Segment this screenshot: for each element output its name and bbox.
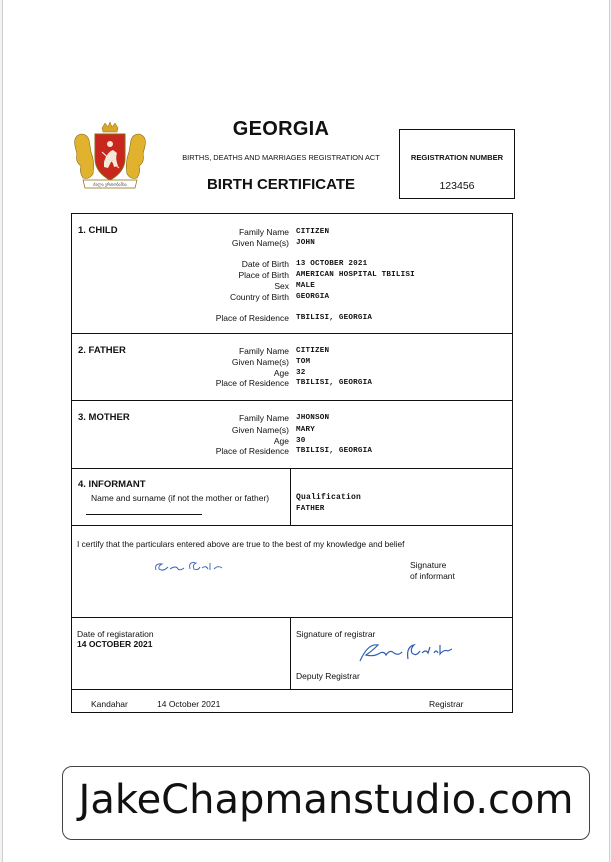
registration-date-value: 14 OCTOBER 2021 <box>77 639 153 649</box>
mother-family-name-label: Family Name <box>238 413 289 423</box>
footer-date: 14 October 2021 <box>157 699 221 709</box>
registrar-signature <box>356 639 456 665</box>
father-age-label: Age <box>273 368 289 378</box>
child-given-names-value: JOHN <box>296 239 316 247</box>
child-given-names-label: Given Name(s) <box>231 238 289 248</box>
certification-statement: I certify that the particulars entered above are true to the best of my knowledge and belief <box>77 539 405 549</box>
child-place-of-birth-label: Place of Birth <box>238 270 289 280</box>
registration-number-label: REGISTRATION NUMBER <box>410 153 504 162</box>
divider <box>72 400 512 401</box>
father-age-value: 32 <box>296 369 306 377</box>
coat-of-arms-emblem <box>69 122 151 192</box>
mother-family-name-value: JHONSON <box>296 414 330 422</box>
divider <box>290 617 291 689</box>
child-family-name-value: CITIZEN <box>296 228 330 236</box>
informant-qualification-label: Qualification <box>296 493 362 502</box>
child-sex-label: Sex <box>274 281 289 291</box>
child-dob-value: 13 OCTOBER 2021 <box>296 260 368 268</box>
divider <box>290 468 291 525</box>
father-residence-value: TBILISI, GEORGIA <box>296 379 373 387</box>
child-place-of-birth-value: AMERICAN HOSPITAL TBILISI <box>296 271 415 279</box>
father-residence-label: Place of Residence <box>215 378 289 388</box>
divider <box>72 468 512 469</box>
emblem-motto: ძალა ერთობაშია <box>93 182 127 187</box>
footer-place: Kandahar <box>91 699 128 709</box>
deputy-registrar-label: Deputy Registrar <box>296 671 360 681</box>
informant-qualification-value: FATHER <box>296 505 325 513</box>
child-country-of-birth-label: Country of Birth <box>229 292 289 302</box>
certificate-page <box>2 0 610 862</box>
child-dob-label: Date of Birth <box>241 259 289 269</box>
father-given-names-label: Given Name(s) <box>231 357 289 367</box>
informant-signature-label-line2: of informant <box>410 571 455 581</box>
registration-number-box <box>399 129 515 199</box>
informant-name-line <box>86 514 202 515</box>
informant-signature <box>152 557 224 577</box>
section-informant-heading: 4. INFORMANT <box>78 479 146 490</box>
mother-age-label: Age <box>273 436 289 446</box>
certificate-title: BIRTH CERTIFICATE <box>206 176 356 193</box>
divider <box>72 333 512 334</box>
father-family-name-value: CITIZEN <box>296 347 330 355</box>
registrar-signature-label: Signature of registrar <box>296 629 376 639</box>
child-country-of-birth-value: GEORGIA <box>296 293 330 301</box>
mother-residence-label: Place of Residence <box>215 446 289 456</box>
father-given-names-value: TOM <box>296 358 311 366</box>
section-child-heading: 1. CHILD <box>78 225 118 236</box>
certificate-details-table <box>71 213 513 713</box>
divider <box>72 525 512 526</box>
footer-role: Registrar <box>429 699 464 709</box>
watermark-text: JakeChapmanstudio.com <box>78 777 574 823</box>
country-title: GEORGIA <box>232 118 330 140</box>
informant-name-label: Name and surname (if not the mother or father) <box>91 493 270 503</box>
divider <box>72 689 512 690</box>
child-residence-value: TBILISI, GEORGIA <box>296 314 373 322</box>
divider <box>72 617 512 618</box>
child-residence-label: Place of Residence <box>215 313 289 323</box>
act-name: BIRTHS, DEATHS AND MARRIAGES REGISTRATION ACT <box>182 153 380 162</box>
registration-number-value: 123456 <box>439 180 475 192</box>
registration-date-label: Date of registaration <box>77 629 154 639</box>
mother-given-names-label: Given Name(s) <box>231 425 289 435</box>
informant-signature-label-line1: Signature <box>410 560 447 570</box>
mother-given-names-value: MARY <box>296 426 316 434</box>
father-family-name-label: Family Name <box>238 346 289 356</box>
section-mother-heading: 3. MOTHER <box>78 412 130 423</box>
child-sex-value: MALE <box>296 282 316 290</box>
child-family-name-label: Family Name <box>238 227 289 237</box>
section-father-heading: 2. FATHER <box>78 345 126 356</box>
mother-age-value: 30 <box>296 437 306 445</box>
mother-residence-value: TBILISI, GEORGIA <box>296 447 373 455</box>
watermark-banner <box>62 766 590 840</box>
